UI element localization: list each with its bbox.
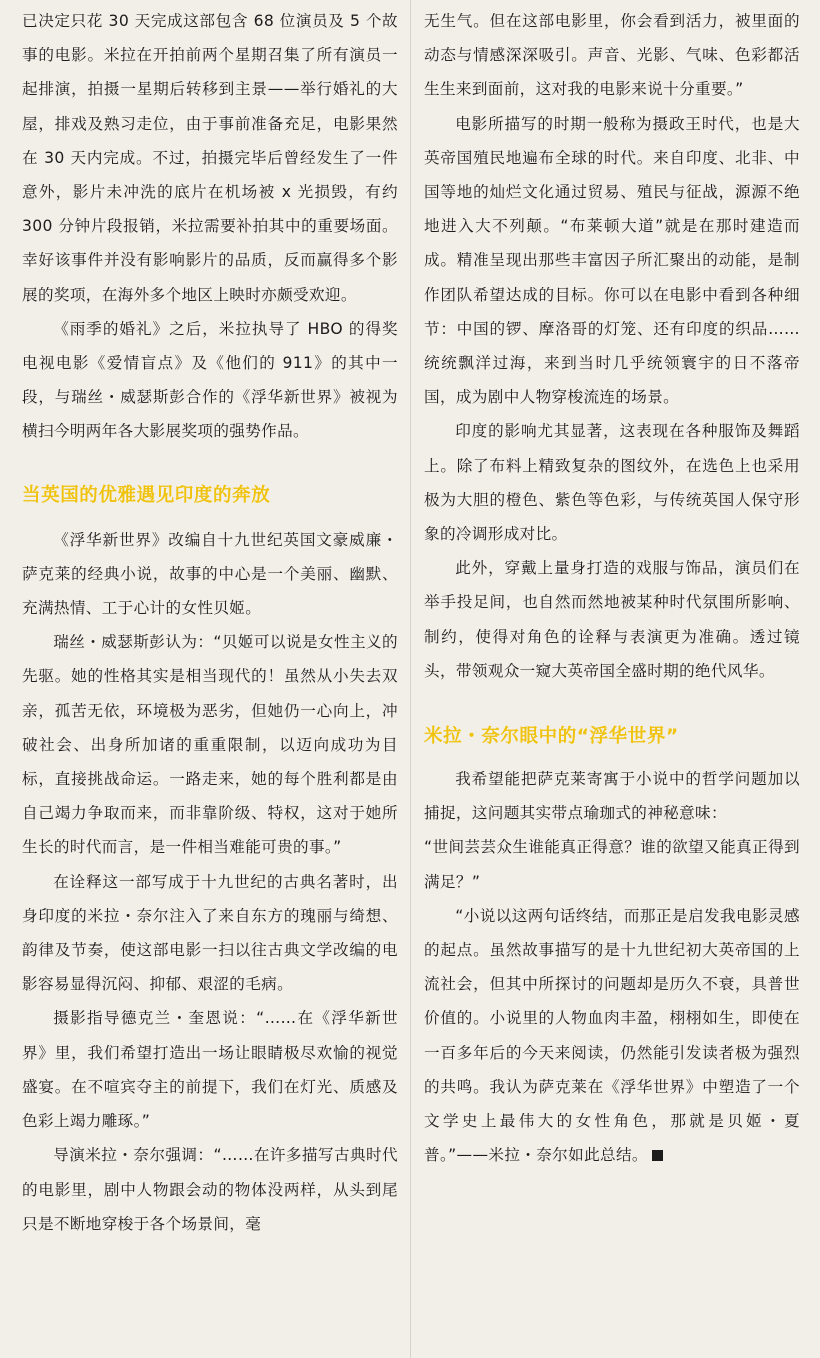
paragraph-adaptation: 《浮华新世界》改编自十九世纪英国文豪威廉・萨克莱的经典小说，故事的中心是一个美丽、幽默、充满热情、工于心计的女性贝姬。 bbox=[22, 530, 398, 618]
paragraph-after-monsoon-wedding: 《雨季的婚礼》之后，米拉执导了 HBO 的得奖电视电影《爱情盲点》及《他们的 911》的其中一段，与瑞丝・威瑟斯彭合作的《浮华新世界》被视为横扫今明两年各大影展奖项的强势作品。 bbox=[22, 319, 398, 441]
paragraph-director-quote: 导演米拉・奈尔强调：“……在许多描写古典时代的电影里，剧中人物跟会动的物体没两样，从头到尾只是不断地穿梭于各个场景间，毫 bbox=[22, 1146, 398, 1233]
paragraph-closing-quote: “小说以这两句话终结，而那正是启发我电影灵感的起点。虽然故事描写的是十九世纪初大英帝国的上流社会，但其中所探讨的问题却是历久不衰，具普世价值的。小说里的人物血肉丰盈，栩栩如生，即使在一百多年后的今天来阅读，仍然能引发读者极为强烈的共鸣。我认为萨克莱在《浮华世界》中塑造了一个文学史上最伟大的女性角色，那就是贝姬・夏普。”——米拉・奈尔如此总结。 bbox=[424, 899, 800, 1173]
paragraph-eastern-interpretation: 在诠释这一部写成于十九世纪的古典名著时，出身印度的米拉・奈尔注入了来自东方的瑰丽与绮想、韵律及节奏，使这部电影一扫以往古典文学改编的电影容易显得沉闷、抑郁、艰涩的毛病。 bbox=[22, 872, 398, 994]
section-heading-vanity-fair: 米拉・奈尔眼中的“浮华世界” bbox=[424, 726, 679, 748]
column-divider bbox=[410, 0, 411, 1358]
paragraph-director-quote-continued: 无生气。但在这部电影里，你会看到活力，被里面的动态与情感深深吸引。声音、光影、气味、色彩都活生生来到面前，这对我的电影来说十分重要。” bbox=[424, 12, 800, 99]
paragraph-cinematographer-quote: 摄影指导德克兰・奎恩说：“……在《浮华新世界》里，我们希望打造出一场让眼睛极尽欢愉的视觉盛宴。在不喧宾夺主的前提下，我们在灯光、质感及色彩上竭力雕琢。” bbox=[22, 1009, 398, 1131]
paragraph-philosophical-question: 我希望能把萨克莱寄寓于小说中的哲学问题加以捕捉，这问题其实带点瑜珈式的神秘意味： bbox=[424, 770, 800, 823]
paragraph-witherspoon-quote: 瑞丝・威瑟斯彭认为：“贝姬可以说是女性主义的先驱。她的性格其实是相当现代的！虽然从小失去双亲，孤苦无依，环境极为恶劣，但她仍一心向上，冲破社会、出身所加诸的重重限制，以迈向成功为目标，直接挑战命运。一路走来，她的每个胜利都是由自己竭力争取而来，而非靠阶级、特权，这对于她所生长的时代而言，是一件相当难能可贵的事。” bbox=[22, 633, 398, 857]
paragraph-novel-quote: “世间芸芸众生谁能真正得意？谁的欲望又能真正得到满足？” bbox=[424, 838, 800, 891]
right-column bbox=[424, 4, 800, 1173]
paragraph-regency-era: 电影所描写的时期一般称为摄政王时代，也是大英帝国殖民地遍布全球的时代。来自印度、北非、中国等地的灿烂文化通过贸易、殖民与征战，源源不绝地进入大不列颠。“布莱顿大道”就是在那时建造而成。精准呈现出那些丰富因子所汇聚出的动能，是制作团队希望达成的目标。你可以在电影中看到各种细节：中国的锣、摩洛哥的灯笼、还有印度的织品……统统飘洋过海，来到当时几乎统领寰宇的日不落帝国，成为剧中人物穿梭流连的场景。 bbox=[424, 114, 800, 407]
left-column bbox=[22, 4, 398, 1241]
paragraph-costumes: 此外，穿戴上量身打造的戏服与饰品，演员们在举手投足间，也自然而然地被某种时代氛围所影响、制约，使得对角色的诠释与表演更为准确。透过镜头，带领观众一窥大英帝国全盛时期的绝代风华。 bbox=[424, 559, 800, 680]
paragraph-film-schedule: 已决定只花 30 天完成这部包含 68 位演员及 5 个故事的电影。米拉在开拍前两个星期召集了所有演员一起排演，拍摄一星期后转移到主景——举行婚礼的大屋，排戏及熟习走位，由于事前准备充足，电影果然在 30 天内完成。不过，拍摄完毕后曾经发生了一件意外，影片未冲洗的底片在机场被 x 光损毁，有约 300 分钟片段报销，米拉需要补拍其中的重要场面。幸好该事件并没有影响影片的品质，反而赢得多个影展的奖项，在海外多个地区上映时亦颇受欢迎。 bbox=[22, 12, 398, 304]
section-heading-elegance: 当英国的优雅遇见印度的奔放 bbox=[22, 484, 271, 506]
paragraph-indian-influence: 印度的影响尤其显著，这表现在各种服饰及舞蹈上。除了布料上精致复杂的图纹外，在选色上也采用极为大胆的橙色、紫色等色彩，与传统英国人保守形象的冷调形成对比。 bbox=[424, 422, 800, 544]
